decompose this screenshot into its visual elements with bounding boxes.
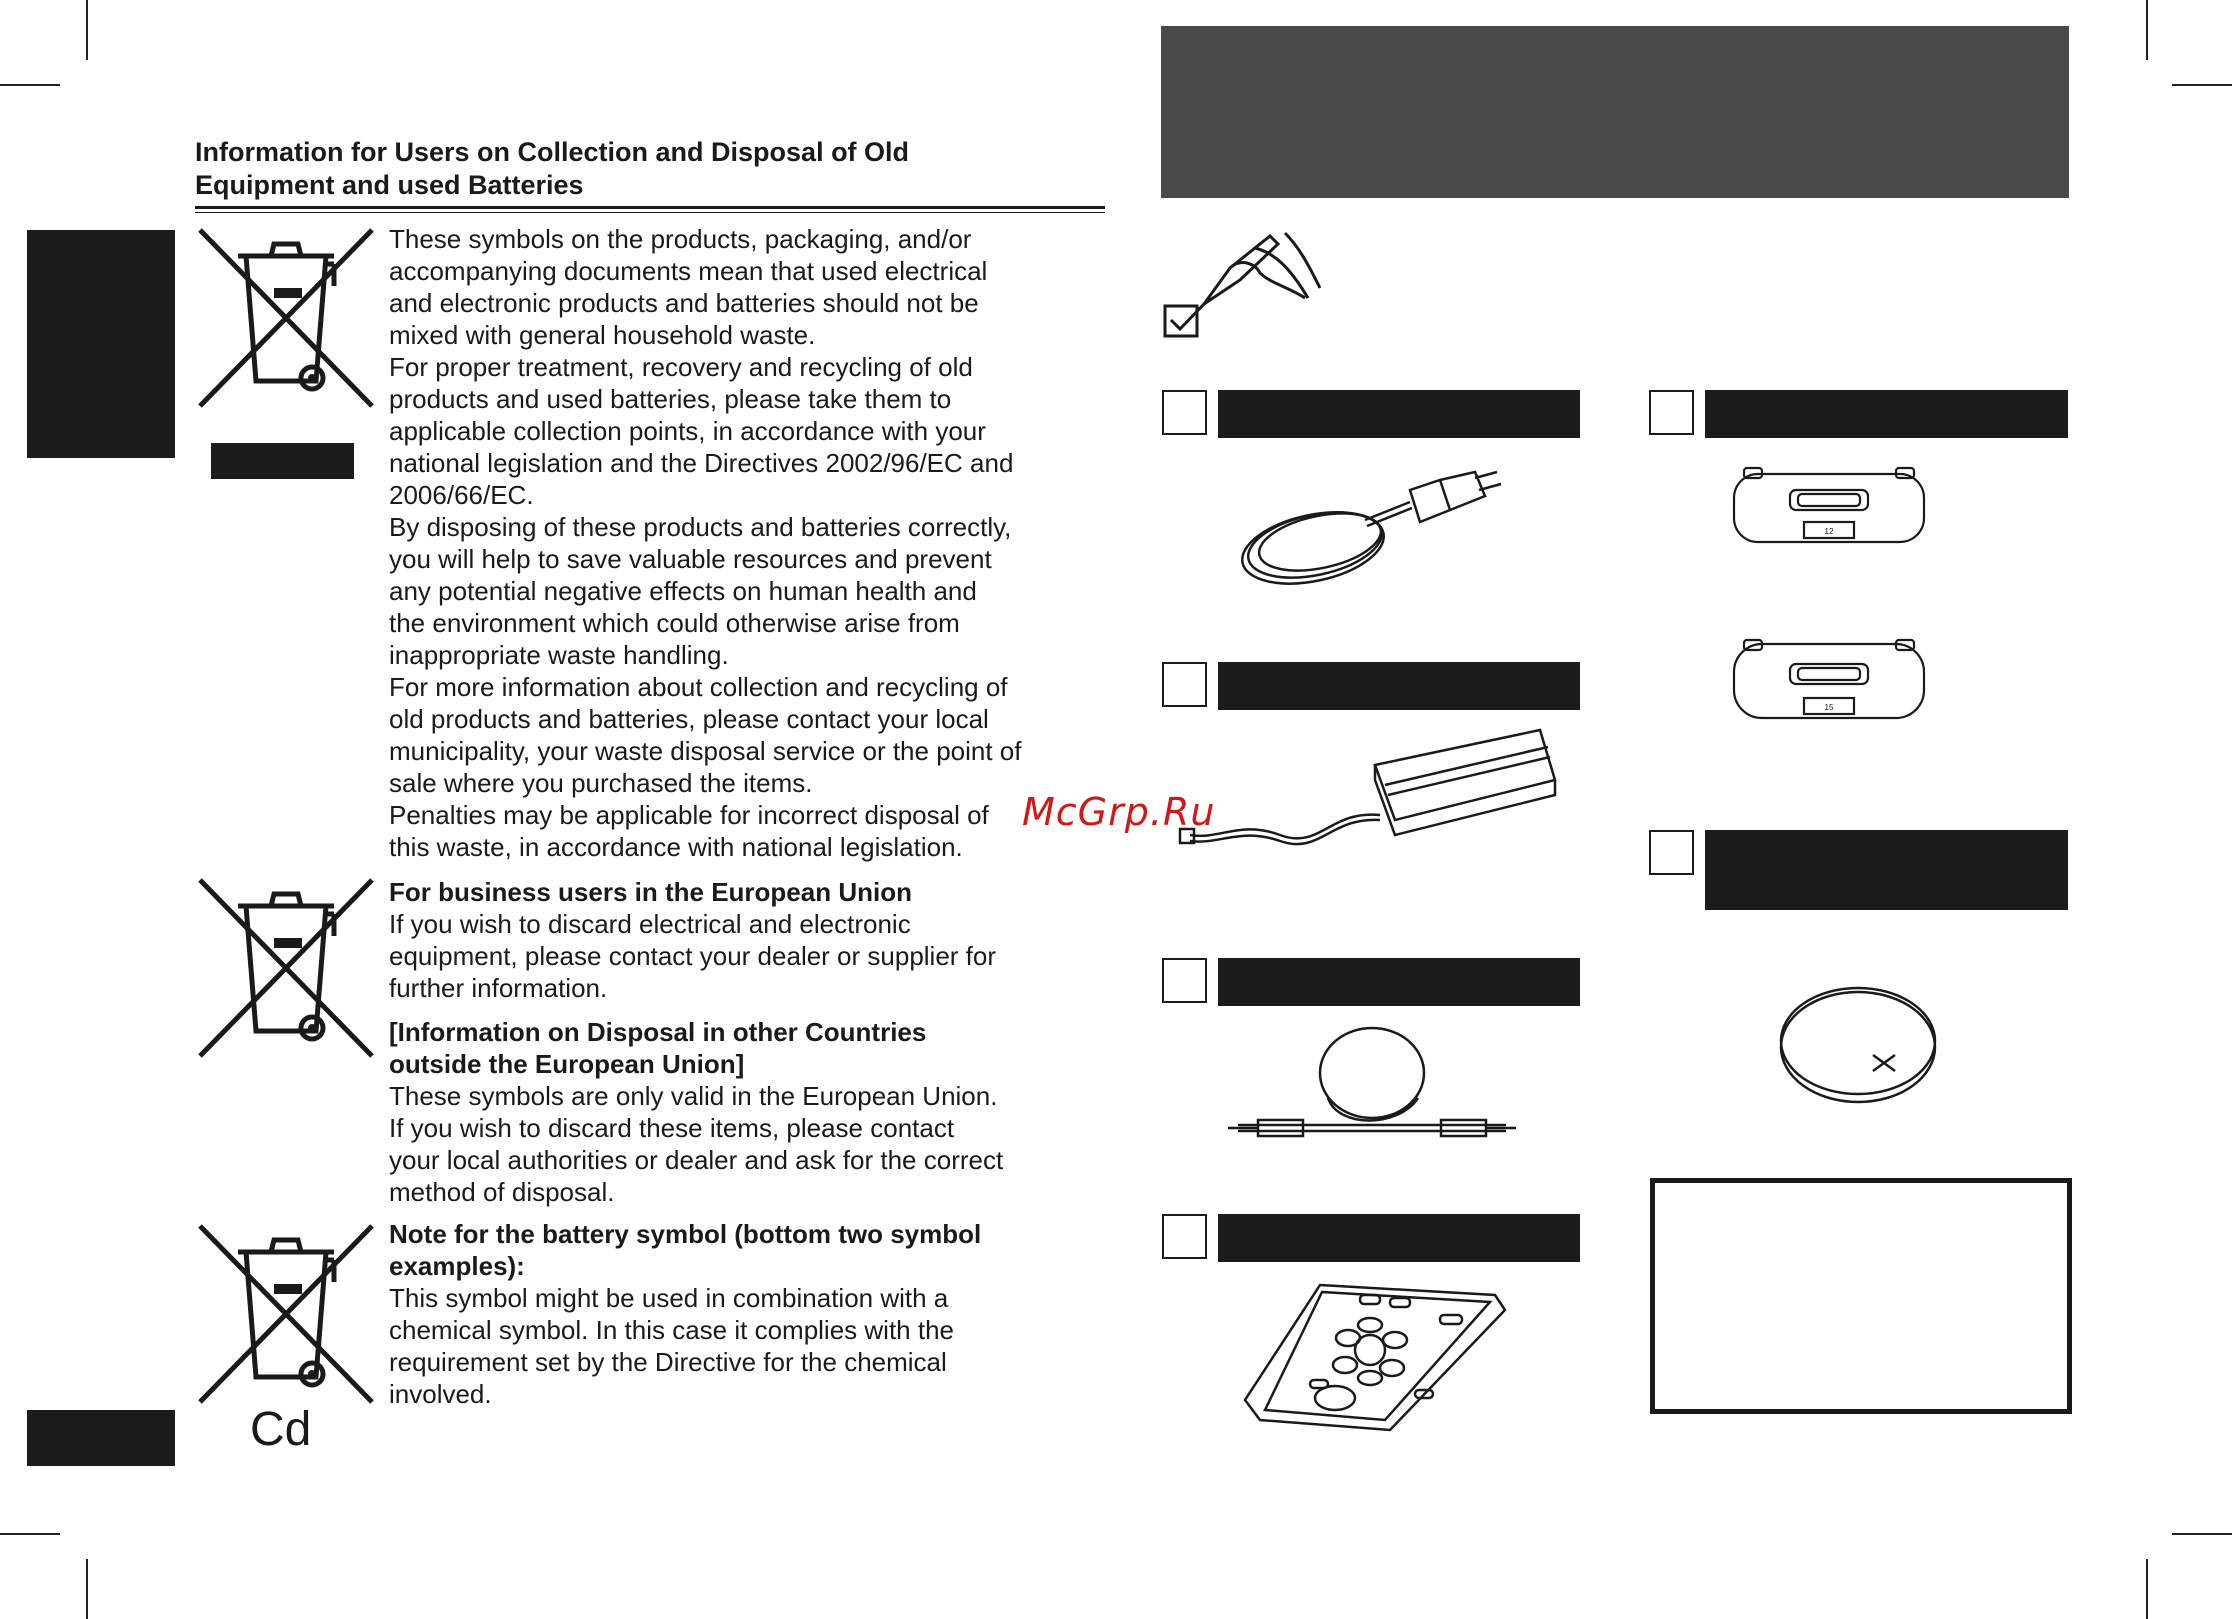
crop-mark bbox=[2146, 1559, 2148, 1619]
checklist-pen-icon bbox=[1160, 228, 1340, 343]
heading-rule-thin bbox=[195, 212, 1105, 213]
crop-mark bbox=[86, 1559, 88, 1619]
text-line: By disposing of these products and batteries correctly, bbox=[389, 512, 1012, 542]
item-checkbox[interactable] bbox=[1162, 958, 1207, 1003]
text-line: chemical symbol. In this case it complies with the bbox=[389, 1315, 954, 1345]
text-line: any potential negative effects on human health and bbox=[389, 576, 977, 606]
power-cord-illustration bbox=[1235, 450, 1505, 590]
item-checkbox[interactable] bbox=[1649, 830, 1694, 875]
item-header-bar bbox=[1218, 662, 1580, 710]
text-line: and electronic products and batteries should not be bbox=[389, 288, 979, 318]
item-header-bar bbox=[1218, 958, 1580, 1006]
item-header-bar-tall bbox=[1705, 830, 2068, 910]
dock-size-label-lower: 15 bbox=[1824, 703, 1834, 712]
text-line: This symbol might be used in combination with a bbox=[389, 1283, 949, 1313]
business-users-lines bbox=[389, 908, 1109, 1004]
text-line: method of disposal. bbox=[389, 1177, 615, 1207]
text-line: requirement set by the Directive for the chemical bbox=[389, 1347, 947, 1377]
text-line: involved. bbox=[389, 1379, 492, 1409]
dock-adapter-illustration bbox=[1732, 466, 1927, 546]
text-line: this waste, in accordance with national legislation. bbox=[389, 832, 963, 862]
business-users-section bbox=[389, 876, 1109, 1004]
coin-battery-illustration bbox=[1778, 985, 1938, 1105]
disposal-info-lines bbox=[389, 223, 1109, 863]
text-line: you will help to save valuable resources and prevent bbox=[389, 544, 992, 574]
text-line: 2006/66/EC. bbox=[389, 480, 534, 510]
text-line: your local authorities or dealer and ask for the correct bbox=[389, 1145, 1004, 1175]
text-line: the environment which could otherwise arise from bbox=[389, 608, 960, 638]
item-checkbox[interactable] bbox=[1162, 390, 1207, 435]
item-header-bar bbox=[1705, 390, 2068, 438]
item-checkbox[interactable] bbox=[1649, 390, 1694, 435]
text-line: sale where you purchased the items. bbox=[389, 768, 813, 798]
heading-rule bbox=[195, 206, 1105, 209]
note-frame bbox=[1650, 1178, 2072, 1414]
text-line: equipment, please contact your dealer or supplier for bbox=[389, 941, 997, 971]
text-line: If you wish to discard these items, please contact bbox=[389, 1113, 955, 1143]
crop-mark bbox=[2172, 1533, 2232, 1535]
section-banner bbox=[1161, 26, 2069, 198]
crop-mark bbox=[86, 0, 88, 60]
text-line: These symbols are only valid in the European Union. bbox=[389, 1081, 998, 1111]
text-line: For proper treatment, recovery and recycling of old bbox=[389, 352, 973, 382]
heading-line-2: Equipment and used Batteries bbox=[195, 170, 584, 200]
page-heading bbox=[195, 136, 1115, 202]
crop-mark bbox=[0, 1533, 60, 1535]
text-line: Penalties may be applicable for incorrect disposal of bbox=[389, 800, 989, 830]
dock-size-label-upper: 12 bbox=[1824, 527, 1834, 536]
battery-note-title-1: Note for the battery symbol (bottom two symbol bbox=[389, 1219, 982, 1249]
text-line: mixed with general household waste. bbox=[389, 320, 816, 350]
item-checkbox[interactable] bbox=[1162, 662, 1207, 707]
crossed-bin-icon bbox=[196, 1222, 376, 1412]
language-tab-block bbox=[27, 230, 175, 458]
text-line: national legislation and the Directives 2002/96/EC and bbox=[389, 448, 1014, 478]
business-users-title: For business users in the European Union bbox=[389, 877, 912, 907]
audio-cable-illustration bbox=[1228, 1028, 1516, 1138]
battery-note-lines bbox=[389, 1282, 1109, 1410]
text-line: applicable collection points, in accordance with your bbox=[389, 416, 986, 446]
text-line: municipality, your waste disposal service or the point of bbox=[389, 736, 1022, 766]
heading-line-1: Information for Users on Collection and Disposal of Old bbox=[195, 137, 910, 167]
crop-mark bbox=[2172, 84, 2232, 86]
text-line: further information. bbox=[389, 973, 608, 1003]
other-countries-title-1: [Information on Disposal in other Countries bbox=[389, 1017, 927, 1047]
dock-adapter-illustration bbox=[1732, 640, 1927, 722]
text-line: old products and batteries, please contact your local bbox=[389, 704, 989, 734]
battery-note-section bbox=[389, 1218, 1109, 1410]
other-countries-lines bbox=[389, 1080, 1109, 1208]
chemical-symbol-label: Cd bbox=[250, 1403, 312, 1456]
item-checkbox[interactable] bbox=[1162, 1214, 1207, 1259]
crop-mark bbox=[0, 84, 60, 86]
crop-mark bbox=[2146, 0, 2148, 60]
text-line: accompanying documents mean that used electrical bbox=[389, 256, 988, 286]
text-line: products and used batteries, please take them to bbox=[389, 384, 952, 414]
watermark: McGrp.Ru bbox=[1022, 790, 1216, 834]
text-line: For more information about collection and recycling of bbox=[389, 672, 1008, 702]
crossed-bin-icon bbox=[196, 876, 376, 1066]
battery-note-title-2: examples): bbox=[389, 1251, 525, 1281]
ac-adapter-illustration bbox=[1180, 725, 1560, 865]
text-line: If you wish to discard electrical and electronic bbox=[389, 909, 911, 939]
page-number-block bbox=[27, 1410, 175, 1466]
item-header-bar bbox=[1218, 1214, 1580, 1262]
bin-underline-bar bbox=[211, 443, 354, 479]
text-line: inappropriate waste handling. bbox=[389, 640, 729, 670]
text-line: These symbols on the products, packaging, and/or bbox=[389, 224, 972, 254]
item-header-bar bbox=[1218, 390, 1580, 438]
disposal-info-paragraph bbox=[389, 223, 1109, 863]
remote-control-illustration bbox=[1240, 1280, 1506, 1435]
other-countries-section bbox=[389, 1016, 1109, 1208]
crossed-bin-icon bbox=[196, 226, 376, 416]
other-countries-title-2: outside the European Union] bbox=[389, 1049, 745, 1079]
